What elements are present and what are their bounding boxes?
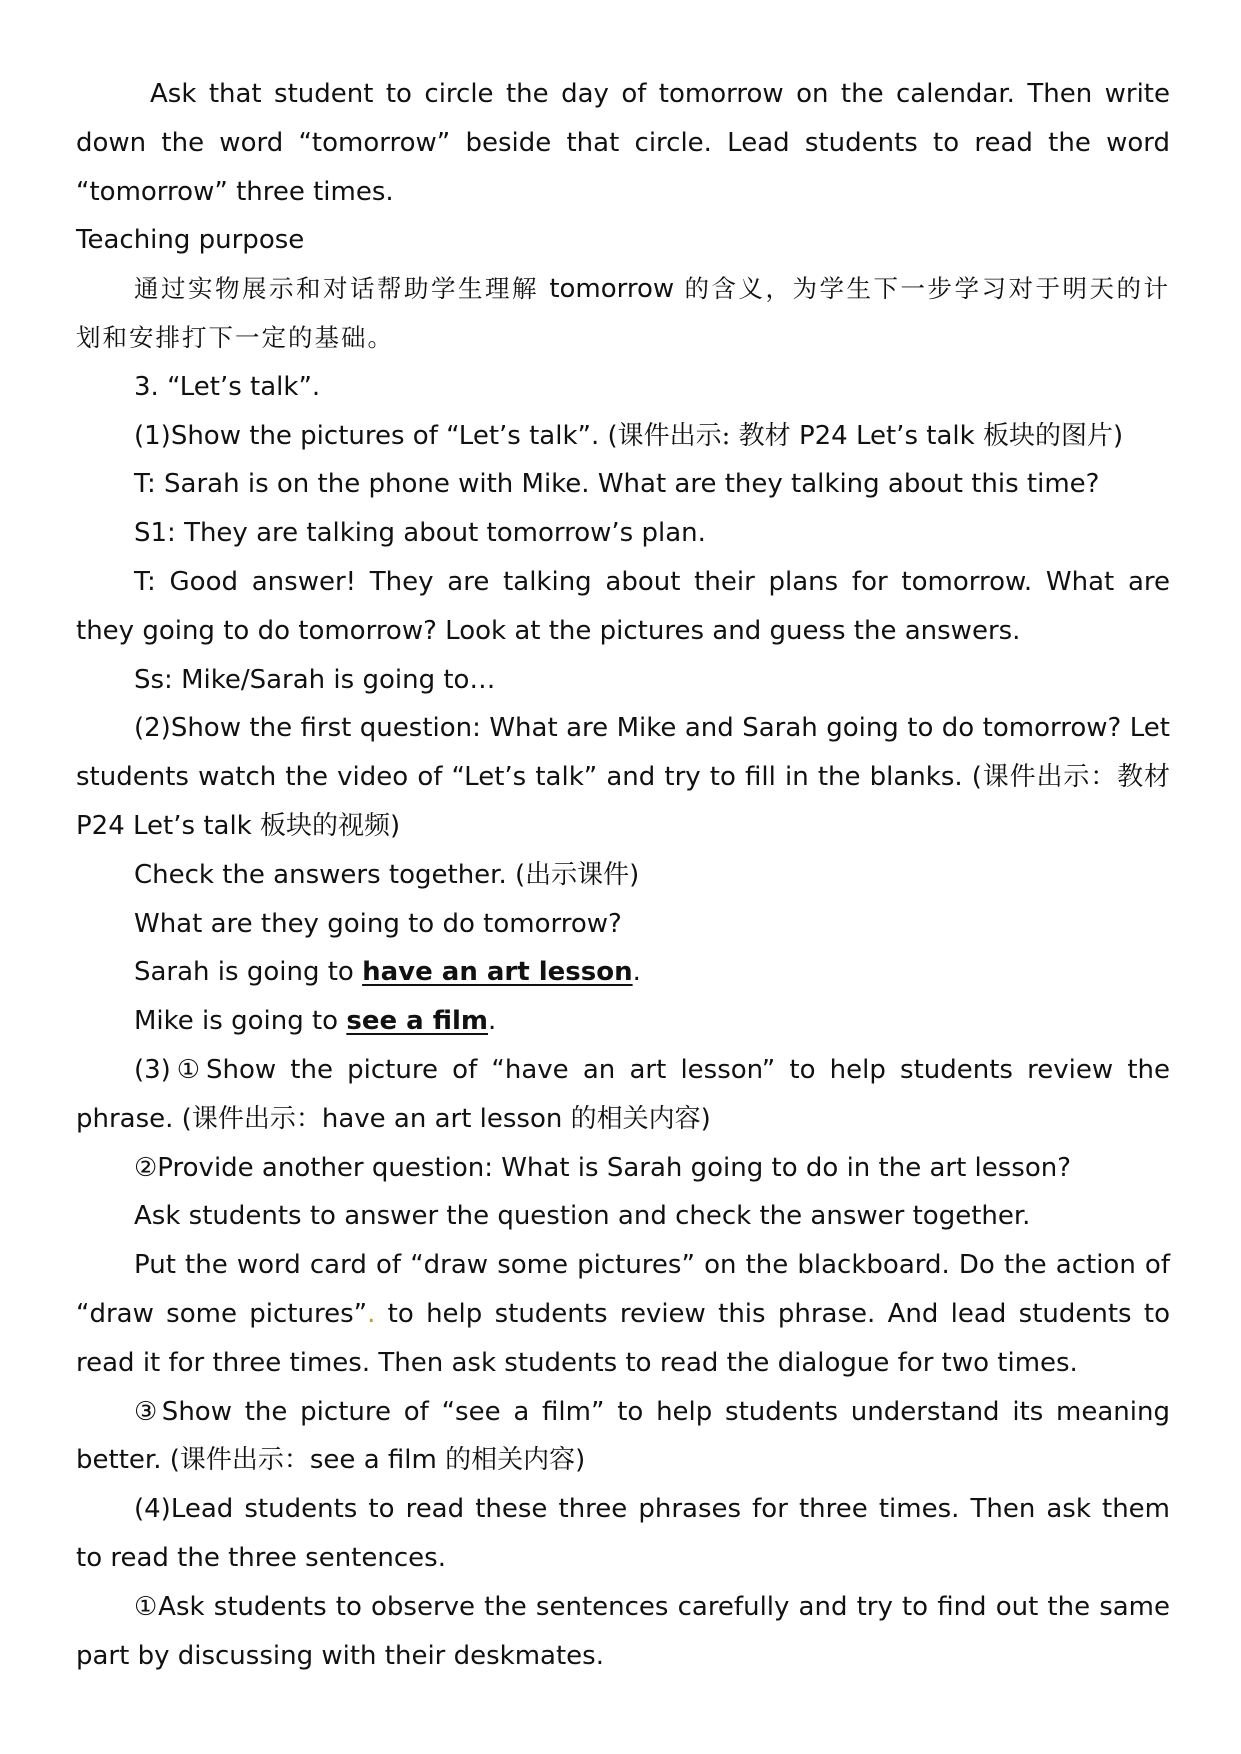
section-heading-lets-talk: 3. “Let’s talk”. [134,371,321,402]
heading-teaching-purpose: Teaching purpose [76,225,305,256]
step-3-another-question: ②Provide another question: What is Sarah going to do in the art lesson? [134,1152,1072,1183]
question-tomorrow: What are they going to do tomorrow? [134,908,622,939]
step-4-observe: ①Ask students to observe the sentences carefully and try to find out the same part by discussing with their deskmates. [76,1591,1170,1671]
step-3-see-film: ③Show the picture of “see a film” to help students understand its meaning better. (课件出示：see a film 的相关内容) [76,1396,1170,1476]
dialogue-student-1: S1: They are talking about tomorrow’s plan. [134,518,706,549]
paragraph-intro: Ask that student to circle the day of tomorrow on the calendar. Then write down the word “tomorrow” beside that circle. Lead students to read the word “tomorrow” three times. [76,79,1170,207]
answer-sarah: Sarah is going to have an art lesson. [134,957,641,988]
step-3-word-card: Put the word card of “draw some pictures” on the blackboard. Do the action of “draw some pictures”. to help students review this phrase. And lead students to read it for three times. Then ask students to read the dialogue for two times. [76,1250,1170,1378]
dialogue-students: Ss: Mike/Sarah is going to… [134,664,496,695]
answer-blank-art-lesson: have an art lesson [362,957,633,988]
answer-blank-see-film: see a film [346,1006,489,1037]
step-3-answer-check: Ask students to answer the question and check the answer together. [134,1201,1031,1232]
check-answers: Check the answers together. (出示课件) [134,859,640,890]
answer-mike: Mike is going to see a film. [134,1006,497,1037]
paragraph-purpose-chinese: 通过实物展示和对话帮助学生理解 tomorrow 的含义，为学生下一步学习对于明天的计划和安排打下一定的基础。 [76,274,1170,352]
step-1-show-pictures: (1)Show the pictures of “Let’s talk”. (课件出示: 教材 P24 Let’s talk 板块的图片) [134,420,1124,451]
document-page [76,70,1170,1680]
step-2-first-question: (2)Show the first question: What are Mike and Sarah going to do tomorrow? Let students watch the video of “Let’s talk” and try to fill in the blanks. (课件出示：教材 P24 Let’s talk 板块的视频) [76,713,1170,841]
dialogue-teacher-2: T: Good answer! They are talking about their plans for tomorrow. What are they going to do tomorrow? Look at the pictures and guess the answers. [76,566,1170,646]
step-4-read-phrases: (4)Lead students to read these three phrases for three times. Then ask them to read the three sentences. [76,1494,1170,1573]
dialogue-teacher-1: T: Sarah is on the phone with Mike. What are they talking about this time? [134,469,1100,500]
step-3-art-lesson: (3)①Show the picture of “have an art lesson” to help students review the phrase. (课件出示：have an art lesson 的相关内容) [76,1054,1170,1134]
